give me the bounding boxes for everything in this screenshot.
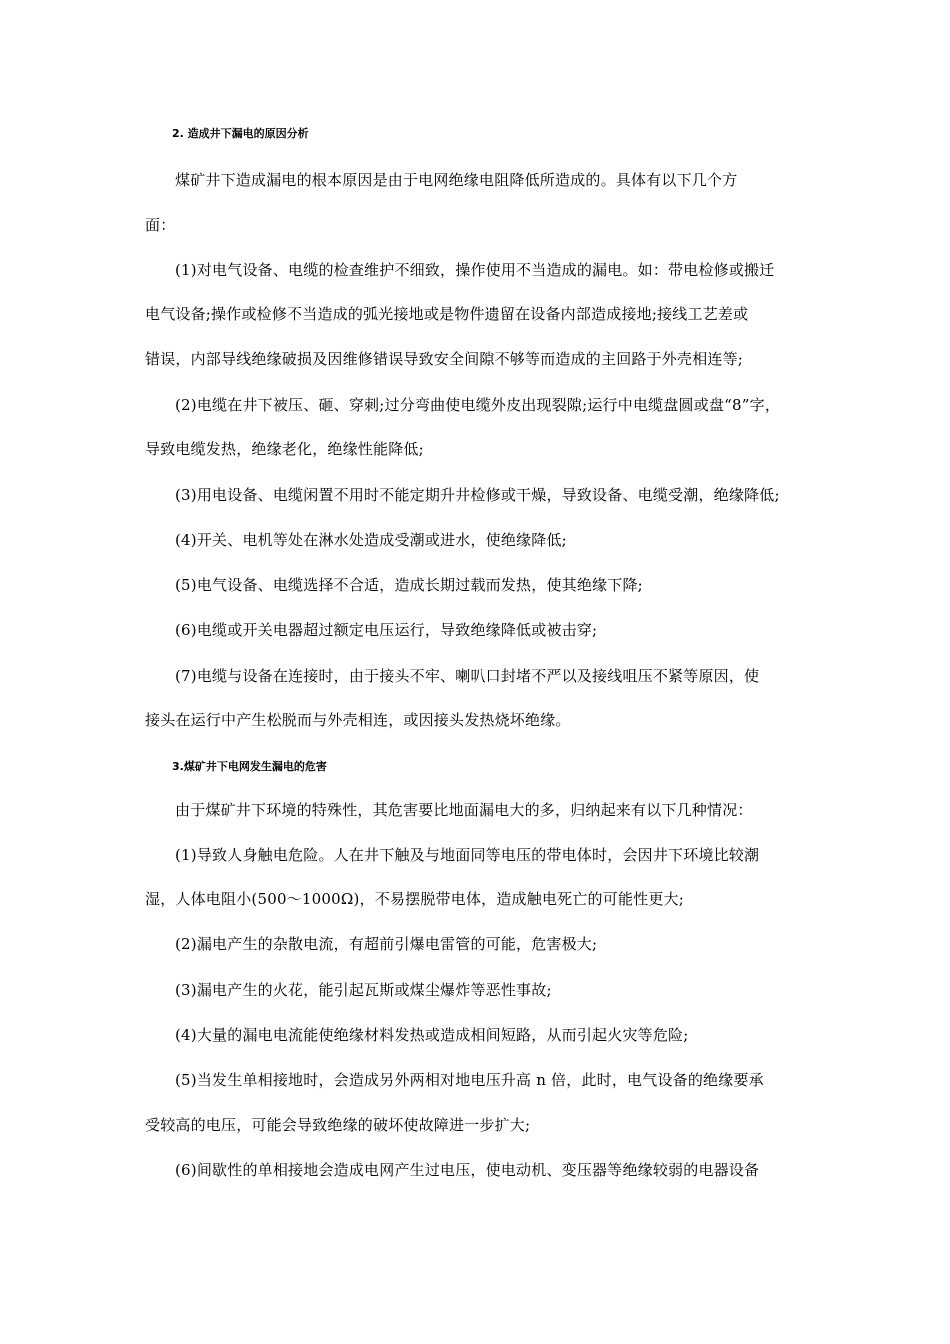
paragraph-line: 电气设备;操作或检修不当造成的弧光接地或是物件遗留在设备内部造成接地;接线工艺差或 xyxy=(145,305,749,323)
paragraph-line: (5)电气设备、电缆选择不合适，造成长期过载而发热，使其绝缘下降; xyxy=(175,576,643,594)
paragraph-line: (3)漏电产生的火花，能引起瓦斯或煤尘爆炸等恶性事故; xyxy=(175,981,552,999)
paragraph-line: (6)电缆或开关电器超过额定电压运行，导致绝缘降低或被击穿; xyxy=(175,621,598,639)
paragraph-line: (7)电缆与设备在连接时，由于接头不牢、喇叭口封堵不严以及接线咀压不紧等原因，使 xyxy=(175,667,760,685)
paragraph-line: 接头在运行中产生松脱而与外壳相连，或因接头发热烧坏绝缘。 xyxy=(145,711,571,729)
paragraph-line: (3)用电设备、电缆闲置不用时不能定期升井检修或干燥，导致设备、电缆受潮，绝缘降低; xyxy=(175,486,780,504)
section-heading-hazards: 3.煤矿井下电网发生漏电的危害 xyxy=(172,760,327,773)
section-heading-causes: 2. 造成井下漏电的原因分析 xyxy=(172,127,309,140)
paragraph-line: (2)漏电产生的杂散电流，有超前引爆电雷管的可能，危害极大; xyxy=(175,935,598,953)
paragraph-line: 由于煤矿井下环境的特殊性，其危害要比地面漏电大的多，归纳起来有以下几种情况： xyxy=(175,801,753,819)
paragraph-line: (1)对电气设备、电缆的检查维护不细致，操作使用不当造成的漏电。如：带电检修或搬迁 xyxy=(175,261,775,279)
paragraph-line: 面： xyxy=(145,216,176,234)
paragraph-line: (2)电缆在井下被压、砸、穿刺;过分弯曲使电缆外皮出现裂隙;运行中电缆盘圆或盘“8”字， xyxy=(175,396,781,414)
paragraph-line: 湿，人体电阻小(500～1000Ω)，不易摆脱带电体，造成触电死亡的可能性更大; xyxy=(145,890,685,908)
paragraph-line: (5)当发生单相接地时，会造成另外两相对地电压升高 n 倍，此时，电气设备的绝缘要承 xyxy=(175,1071,764,1089)
paragraph-line: (4)大量的漏电电流能使绝缘材料发热或造成相间短路，从而引起火灾等危险; xyxy=(175,1026,689,1044)
paragraph-line: 受较高的电压，可能会导致绝缘的破坏使故障进一步扩大; xyxy=(145,1116,531,1134)
paragraph-line: (1)导致人身触电危险。人在井下触及与地面同等电压的带电体时，会因井下环境比较潮 xyxy=(175,846,760,864)
paragraph-line: (6)间歇性的单相接地会造成电网产生过电压，使电动机、变压器等绝缘较弱的电器设备 xyxy=(175,1161,760,1179)
paragraph-line: 导致电缆发热，绝缘老化，绝缘性能降低; xyxy=(145,440,424,458)
paragraph-line: (4)开关、电机等处在淋水处造成受潮或进水，使绝缘降低; xyxy=(175,531,567,549)
paragraph-line: 错误，内部导线绝缘破损及因维修错误导致安全间隙不够等而造成的主回路于外壳相连等; xyxy=(145,350,744,368)
paragraph-line: 煤矿井下造成漏电的根本原因是由于电网绝缘电阻降低所造成的。具体有以下几个方 xyxy=(175,171,738,189)
